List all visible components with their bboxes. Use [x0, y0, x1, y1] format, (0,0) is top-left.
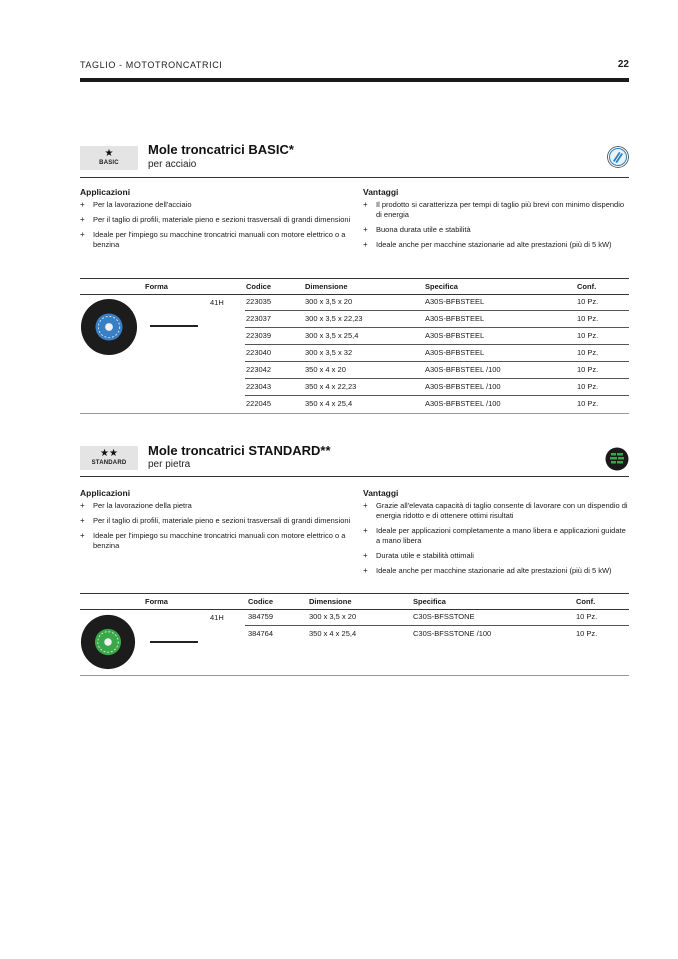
- cell-dimensione: 300 x 3,5 x 22,23: [305, 314, 363, 323]
- cell-conf: 10 Pz.: [577, 297, 599, 306]
- badge-label: BASIC: [99, 160, 119, 166]
- cell-specifica: A30S-BFBSTEEL: [425, 348, 485, 357]
- disc-profile-diagram: [150, 325, 198, 327]
- cell-dimensione: 300 x 3,5 x 20: [305, 297, 353, 306]
- list-item: + Il prodotto si caratterizza per tempi di taglio più brevi con minimo dispendio di energia: [363, 200, 629, 220]
- cell-specifica: A30S-BFBSTEEL /100: [425, 365, 501, 374]
- cell-conf: 10 Pz.: [577, 399, 599, 408]
- product-table: [80, 593, 629, 678]
- cell-dimensione: 350 x 4 x 25,4: [309, 629, 357, 638]
- list-item: + Ideale per applicazioni completamente a mano libera e applicazioni guidate a mano libera: [363, 526, 629, 546]
- disc-profile-diagram: [150, 641, 198, 643]
- cell-conf: 10 Pz.: [577, 331, 599, 340]
- header-conf: Conf.: [577, 282, 597, 291]
- header-forma: Forma: [145, 597, 168, 606]
- cell-dimensione: 350 x 4 x 20: [305, 365, 346, 374]
- section-subtitle: per pietra: [148, 459, 191, 470]
- cell-codice: 223039: [246, 331, 272, 340]
- basic-badge: [80, 146, 138, 170]
- cell-specifica: A30S-BFBSTEEL: [425, 331, 485, 340]
- table-header: [80, 593, 629, 610]
- cell-codice: 223040: [246, 348, 272, 357]
- applications-column: [80, 488, 360, 556]
- advantages-heading: Vantaggi: [363, 488, 399, 498]
- list-item: + Grazie all'elevata capacità di taglio consente di lavorare con un dispendio di energia ridotto e di ottenere ottimi risultati: [363, 501, 629, 521]
- cell-dimensione: 300 x 3,5 x 32: [305, 348, 353, 357]
- cell-specifica: C30S-BFSSTONE: [413, 612, 475, 621]
- table-row: [245, 609, 629, 626]
- cell-specifica: A30S-BFBSTEEL: [425, 297, 485, 306]
- cell-codice: 384759: [248, 612, 274, 621]
- table-row: [245, 328, 629, 345]
- header-dimensione: Dimensione: [305, 282, 348, 291]
- header-title: TAGLIO - MOTOTRONCATRICI: [80, 60, 223, 70]
- cell-codice: 223037: [246, 314, 272, 323]
- shape-code: 41H: [210, 613, 224, 622]
- header-specifica: Specifica: [413, 597, 446, 606]
- steel-profile-icon: [607, 146, 629, 168]
- cell-codice: 222045: [246, 399, 272, 408]
- header-forma: Forma: [145, 282, 168, 291]
- cutting-disc-image: [80, 614, 136, 670]
- table-row: [245, 311, 629, 328]
- cell-dimensione: 350 x 4 x 25,4: [305, 399, 353, 408]
- table-row: [245, 294, 629, 311]
- applications-heading: Applicazioni: [80, 488, 131, 498]
- section-standard: [80, 442, 629, 682]
- header-codice: Codice: [246, 282, 272, 291]
- cell-codice: 223042: [246, 365, 272, 374]
- product-table: [80, 278, 629, 414]
- cell-conf: 10 Pz.: [576, 629, 598, 638]
- table-end-rule: [80, 413, 629, 414]
- star-icon: ★★: [100, 448, 118, 459]
- table-row: [245, 345, 629, 362]
- list-item: + Durata utile e stabilità ottimali: [363, 551, 629, 561]
- advantages-heading: Vantaggi: [363, 187, 399, 197]
- list-item: + Per il taglio di profili, materiale pieno e sezioni trasversali di grandi dimensioni: [80, 215, 360, 225]
- advantages-column: [363, 187, 629, 255]
- list-item: + Per la lavorazione della pietra: [80, 501, 360, 511]
- list-item: + Per il taglio di profili, materiale pieno e sezioni trasversali di grandi dimensioni: [80, 516, 360, 526]
- table-row: [245, 379, 629, 396]
- table-row: [245, 362, 629, 379]
- table-end-rule: [80, 675, 629, 676]
- list-item: + Ideale anche per macchine stazionarie ad alte prestazioni (più di 5 kW): [363, 240, 629, 250]
- cell-conf: 10 Pz.: [577, 382, 599, 391]
- cell-conf: 10 Pz.: [577, 348, 599, 357]
- table-row: [245, 626, 629, 642]
- star-icon: ★: [104, 148, 114, 159]
- cell-specifica: A30S-BFBSTEEL: [425, 314, 485, 323]
- stone-icon: [605, 447, 629, 471]
- list-item: + Per la lavorazione dell'acciaio: [80, 200, 360, 210]
- list-item: + Ideale per l'impiego su macchine troncatrici manuali con motore elettrico o a benzina: [80, 531, 360, 551]
- cell-dimensione: 300 x 3,5 x 25,4: [305, 331, 359, 340]
- list-item: + Ideale anche per macchine stazionarie ad alte prestazioni (più di 5 kW): [363, 566, 629, 576]
- applications-heading: Applicazioni: [80, 187, 131, 197]
- list-item: + Buona durata utile e stabilità: [363, 225, 629, 235]
- cell-codice: 384764: [248, 629, 274, 638]
- header-conf: Conf.: [576, 597, 596, 606]
- header-codice: Codice: [248, 597, 274, 606]
- cell-conf: 10 Pz.: [577, 365, 599, 374]
- section-rule: [80, 177, 629, 178]
- cell-specifica: A30S-BFBSTEEL /100: [425, 382, 501, 391]
- cell-specifica: A30S-BFBSTEEL /100: [425, 399, 501, 408]
- badge-label: STANDARD: [91, 460, 127, 466]
- section-subtitle: per acciaio: [148, 159, 197, 170]
- advantages-column: [363, 488, 629, 581]
- section-basic: [80, 140, 629, 420]
- cell-codice: 223035: [246, 297, 272, 306]
- cutting-disc-image: [80, 298, 138, 356]
- standard-badge: [80, 446, 138, 470]
- shape-code: 41H: [210, 298, 224, 307]
- header-dimensione: Dimensione: [309, 597, 352, 606]
- table-header: [80, 278, 629, 295]
- section-title: Mole troncatrici STANDARD**: [148, 443, 331, 458]
- cell-codice: 223043: [246, 382, 272, 391]
- page-header: [80, 60, 629, 82]
- cell-conf: 10 Pz.: [577, 314, 599, 323]
- list-item: + Ideale per l'impiego su macchine troncatrici manuali con motore elettrico o a benzina: [80, 230, 360, 250]
- cell-dimensione: 350 x 4 x 22,23: [305, 382, 357, 391]
- cell-dimensione: 300 x 3,5 x 20: [309, 612, 357, 621]
- table-row: [245, 396, 629, 412]
- header-rule: [80, 78, 629, 82]
- cell-conf: 10 Pz.: [576, 612, 598, 621]
- section-title: Mole troncatrici BASIC*: [148, 142, 294, 157]
- header-specifica: Specifica: [425, 282, 458, 291]
- section-rule: [80, 476, 629, 477]
- page-number: 22: [617, 59, 629, 70]
- applications-column: [80, 187, 360, 255]
- cell-specifica: C30S-BFSSTONE /100: [413, 629, 492, 638]
